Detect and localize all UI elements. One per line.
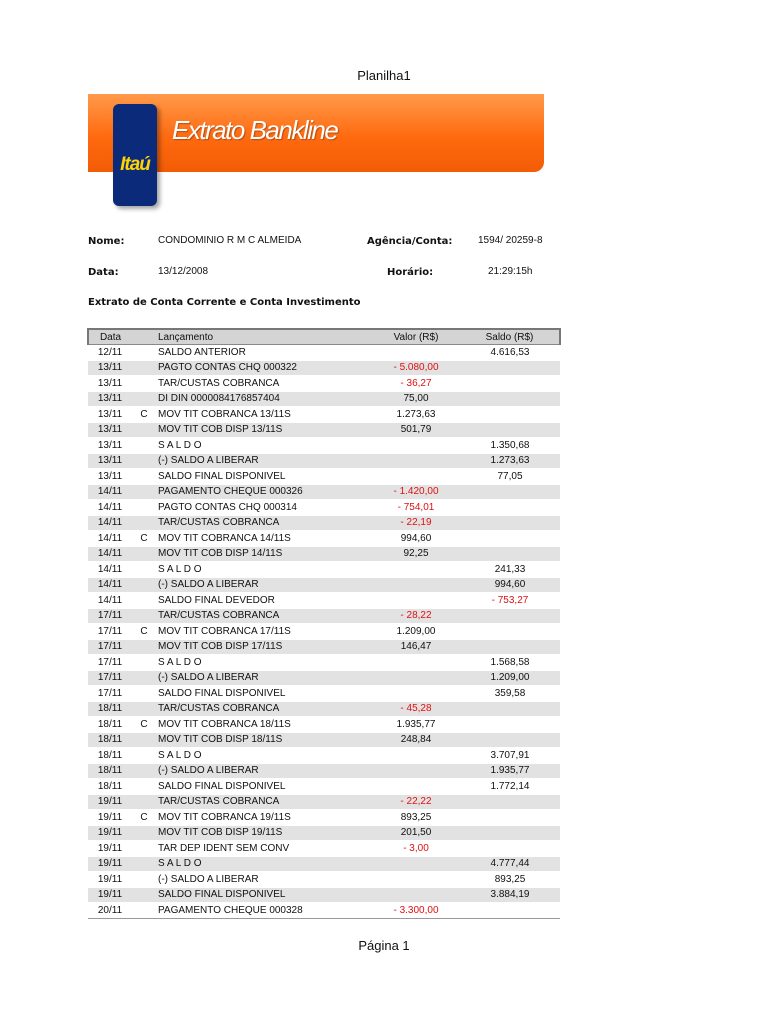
table-row [88, 407, 560, 423]
row-flag: C [132, 717, 156, 733]
row-value [372, 748, 460, 764]
statement-table [87, 328, 561, 919]
row-description: TAR/CUSTAS COBRANCA [156, 376, 372, 392]
header-balance: Saldo (R$) [460, 329, 560, 345]
row-description: PAGTO CONTAS CHQ 000322 [156, 360, 372, 376]
row-description: (-) SALDO A LIBERAR [156, 872, 372, 888]
row-balance [460, 810, 560, 826]
row-description: MOV TIT COBRANCA 13/11S [156, 407, 372, 423]
row-date: 14/11 [88, 484, 132, 500]
row-flag [132, 732, 156, 748]
row-value [372, 779, 460, 795]
row-balance: 893,25 [460, 872, 560, 888]
row-description: (-) SALDO A LIBERAR [156, 763, 372, 779]
row-date: 14/11 [88, 546, 132, 562]
row-flag [132, 484, 156, 500]
row-date: 14/11 [88, 500, 132, 516]
row-value: 893,25 [372, 810, 460, 826]
row-date: 13/11 [88, 469, 132, 485]
row-description: PAGAMENTO CHEQUE 000328 [156, 903, 372, 919]
row-balance [460, 701, 560, 717]
row-value [372, 763, 460, 779]
table-row [88, 748, 560, 764]
table-row [88, 639, 560, 655]
row-date: 17/11 [88, 670, 132, 686]
row-date: 12/11 [88, 345, 132, 361]
row-flag [132, 562, 156, 578]
table-row [88, 531, 560, 547]
row-balance [460, 484, 560, 500]
row-value: - 22,19 [372, 515, 460, 531]
row-date: 18/11 [88, 763, 132, 779]
table-body [88, 345, 560, 919]
row-date: 18/11 [88, 717, 132, 733]
row-description: TAR/CUSTAS COBRANCA [156, 515, 372, 531]
row-date: 19/11 [88, 825, 132, 841]
row-date: 19/11 [88, 794, 132, 810]
row-description: MOV TIT COB DISP 17/11S [156, 639, 372, 655]
row-flag [132, 856, 156, 872]
date-label: Data: [88, 267, 119, 278]
table-row [88, 903, 560, 919]
table-row [88, 360, 560, 376]
row-description: MOV TIT COB DISP 14/11S [156, 546, 372, 562]
row-flag: C [132, 624, 156, 640]
row-date: 17/11 [88, 608, 132, 624]
row-value [372, 577, 460, 593]
row-description: (-) SALDO A LIBERAR [156, 453, 372, 469]
row-date: 17/11 [88, 624, 132, 640]
table-row [88, 856, 560, 872]
row-balance: 77,05 [460, 469, 560, 485]
table-row [88, 546, 560, 562]
row-flag [132, 453, 156, 469]
row-description: MOV TIT COBRANCA 19/11S [156, 810, 372, 826]
account-label: Agência/Conta: [367, 236, 453, 247]
row-balance: 359,58 [460, 686, 560, 702]
row-balance [460, 639, 560, 655]
row-date: 17/11 [88, 639, 132, 655]
row-description: S A L D O [156, 562, 372, 578]
row-date: 17/11 [88, 655, 132, 671]
row-description: S A L D O [156, 748, 372, 764]
table-row [88, 422, 560, 438]
row-balance [460, 360, 560, 376]
row-value: - 45,28 [372, 701, 460, 717]
row-date: 19/11 [88, 810, 132, 826]
row-description: PAGTO CONTAS CHQ 000314 [156, 500, 372, 516]
row-value: 146,47 [372, 639, 460, 655]
table-row [88, 391, 560, 407]
row-date: 13/11 [88, 407, 132, 423]
row-date: 17/11 [88, 686, 132, 702]
row-description: SALDO FINAL DISPONIVEL [156, 887, 372, 903]
table-row [88, 593, 560, 609]
row-value: 501,79 [372, 422, 460, 438]
row-balance [460, 825, 560, 841]
row-flag [132, 779, 156, 795]
row-date: 14/11 [88, 562, 132, 578]
row-description: S A L D O [156, 856, 372, 872]
row-flag [132, 748, 156, 764]
row-date: 18/11 [88, 701, 132, 717]
table-row [88, 438, 560, 454]
row-value [372, 438, 460, 454]
table-row [88, 624, 560, 640]
row-date: 14/11 [88, 515, 132, 531]
row-balance [460, 376, 560, 392]
row-balance [460, 546, 560, 562]
table-row [88, 841, 560, 857]
row-flag [132, 887, 156, 903]
row-balance: 1.350,68 [460, 438, 560, 454]
header-description: Lançamento [156, 329, 372, 345]
time-label: Horário: [387, 267, 434, 278]
row-description: S A L D O [156, 655, 372, 671]
section-title: Extrato de Conta Corrente e Conta Investimento [88, 297, 361, 308]
row-balance [460, 841, 560, 857]
table-row [88, 779, 560, 795]
row-description: SALDO FINAL DISPONIVEL [156, 686, 372, 702]
page-footer: Página 1 [358, 938, 410, 953]
row-date: 14/11 [88, 531, 132, 547]
row-value [372, 887, 460, 903]
row-date: 13/11 [88, 360, 132, 376]
row-value: - 28,22 [372, 608, 460, 624]
row-description: MOV TIT COB DISP 13/11S [156, 422, 372, 438]
row-balance: 1.935,77 [460, 763, 560, 779]
row-balance: 1.273,63 [460, 453, 560, 469]
row-balance: 3.707,91 [460, 748, 560, 764]
row-flag [132, 345, 156, 361]
account-holder-name: CONDOMINIO R M C ALMEIDA [158, 235, 302, 246]
row-flag [132, 515, 156, 531]
header-date: Data [88, 329, 132, 345]
row-flag [132, 686, 156, 702]
row-value: 201,50 [372, 825, 460, 841]
row-balance: 1.209,00 [460, 670, 560, 686]
table-row [88, 794, 560, 810]
row-balance [460, 624, 560, 640]
row-balance: 3.884,19 [460, 887, 560, 903]
row-description: DI DIN 0000084176857404 [156, 391, 372, 407]
row-description: SALDO FINAL DISPONIVEL [156, 779, 372, 795]
row-balance: 4.777,44 [460, 856, 560, 872]
row-description: TAR DEP IDENT SEM CONV [156, 841, 372, 857]
row-description: MOV TIT COBRANCA 17/11S [156, 624, 372, 640]
row-value: - 22,22 [372, 794, 460, 810]
row-flag: C [132, 531, 156, 547]
row-description: SALDO ANTERIOR [156, 345, 372, 361]
row-flag [132, 577, 156, 593]
table-row [88, 763, 560, 779]
row-balance [460, 903, 560, 919]
row-flag [132, 903, 156, 919]
table-row [88, 453, 560, 469]
row-flag [132, 422, 156, 438]
bank-logo [113, 104, 157, 206]
row-value: - 1.420,00 [372, 484, 460, 500]
row-balance [460, 407, 560, 423]
row-date: 13/11 [88, 376, 132, 392]
row-value: 1.209,00 [372, 624, 460, 640]
row-description: MOV TIT COB DISP 19/11S [156, 825, 372, 841]
row-balance [460, 794, 560, 810]
table-row [88, 515, 560, 531]
row-value [372, 453, 460, 469]
table-row [88, 717, 560, 733]
header-value: Valor (R$) [372, 329, 460, 345]
row-value [372, 593, 460, 609]
table-row [88, 686, 560, 702]
row-value [372, 562, 460, 578]
row-date: 13/11 [88, 438, 132, 454]
row-flag [132, 391, 156, 407]
row-balance [460, 608, 560, 624]
row-flag [132, 701, 156, 717]
header-flag [132, 329, 156, 345]
row-description: PAGAMENTO CHEQUE 000326 [156, 484, 372, 500]
row-description: S A L D O [156, 438, 372, 454]
row-description: (-) SALDO A LIBERAR [156, 670, 372, 686]
row-date: 14/11 [88, 593, 132, 609]
table-row [88, 872, 560, 888]
table-header [88, 329, 560, 345]
row-flag [132, 841, 156, 857]
row-description: TAR/CUSTAS COBRANCA [156, 608, 372, 624]
row-flag [132, 546, 156, 562]
row-flag [132, 794, 156, 810]
row-flag: C [132, 810, 156, 826]
row-date: 13/11 [88, 422, 132, 438]
row-flag [132, 608, 156, 624]
row-date: 18/11 [88, 732, 132, 748]
row-description: (-) SALDO A LIBERAR [156, 577, 372, 593]
row-value [372, 655, 460, 671]
table-row [88, 608, 560, 624]
row-balance: 241,33 [460, 562, 560, 578]
row-value [372, 670, 460, 686]
row-value [372, 686, 460, 702]
table-row [88, 500, 560, 516]
row-description: TAR/CUSTAS COBRANCA [156, 794, 372, 810]
row-date: 13/11 [88, 391, 132, 407]
row-description: TAR/CUSTAS COBRANCA [156, 701, 372, 717]
row-value: 1.935,77 [372, 717, 460, 733]
row-flag: C [132, 407, 156, 423]
table-row [88, 469, 560, 485]
row-description: MOV TIT COBRANCA 18/11S [156, 717, 372, 733]
row-value: - 3,00 [372, 841, 460, 857]
table-row [88, 670, 560, 686]
table-row [88, 376, 560, 392]
row-balance: 1.568,58 [460, 655, 560, 671]
row-date: 19/11 [88, 841, 132, 857]
row-date: 19/11 [88, 887, 132, 903]
sheet-title: Planilha1 [357, 68, 411, 83]
row-description: SALDO FINAL DISPONIVEL [156, 469, 372, 485]
table-row [88, 732, 560, 748]
table-row [88, 825, 560, 841]
row-value: - 754,01 [372, 500, 460, 516]
row-value: 75,00 [372, 391, 460, 407]
row-date: 14/11 [88, 577, 132, 593]
row-value: - 36,27 [372, 376, 460, 392]
row-value: 1.273,63 [372, 407, 460, 423]
row-flag [132, 469, 156, 485]
row-value: 92,25 [372, 546, 460, 562]
row-description: MOV TIT COB DISP 18/11S [156, 732, 372, 748]
row-balance [460, 732, 560, 748]
row-value: - 5.080,00 [372, 360, 460, 376]
row-flag [132, 763, 156, 779]
row-flag [132, 438, 156, 454]
row-balance: - 753,27 [460, 593, 560, 609]
table-row [88, 562, 560, 578]
row-value [372, 856, 460, 872]
row-value [372, 872, 460, 888]
row-date: 19/11 [88, 872, 132, 888]
row-balance: 4.616,53 [460, 345, 560, 361]
row-balance [460, 515, 560, 531]
table-row [88, 887, 560, 903]
row-balance [460, 391, 560, 407]
row-balance [460, 717, 560, 733]
row-flag [132, 639, 156, 655]
row-flag [132, 825, 156, 841]
row-balance: 1.772,14 [460, 779, 560, 795]
table-row [88, 701, 560, 717]
row-date: 19/11 [88, 856, 132, 872]
row-value [372, 469, 460, 485]
row-balance [460, 422, 560, 438]
table-row [88, 577, 560, 593]
row-flag [132, 376, 156, 392]
row-flag [132, 500, 156, 516]
logo-text: Itaú [120, 154, 150, 175]
table-row [88, 484, 560, 500]
statement-date: 13/12/2008 [158, 266, 209, 277]
row-date: 18/11 [88, 779, 132, 795]
table-row [88, 810, 560, 826]
row-value: 248,84 [372, 732, 460, 748]
row-balance: 994,60 [460, 577, 560, 593]
row-balance [460, 500, 560, 516]
row-flag [132, 872, 156, 888]
row-description: MOV TIT COBRANCA 14/11S [156, 531, 372, 547]
row-date: 20/11 [88, 903, 132, 919]
account-number: 1594/ 20259-8 [478, 235, 543, 246]
statement-time: 21:29:15h [488, 266, 533, 277]
banner-title: Extrato Bankline [172, 115, 338, 145]
table-row [88, 345, 560, 361]
row-balance [460, 531, 560, 547]
row-description: SALDO FINAL DEVEDOR [156, 593, 372, 609]
row-value: - 3.300,00 [372, 903, 460, 919]
row-date: 18/11 [88, 748, 132, 764]
name-label: Nome: [88, 236, 125, 247]
row-flag [132, 593, 156, 609]
row-flag [132, 360, 156, 376]
row-date: 13/11 [88, 453, 132, 469]
table-row [88, 655, 560, 671]
row-value [372, 345, 460, 361]
row-flag [132, 655, 156, 671]
row-value: 994,60 [372, 531, 460, 547]
row-flag [132, 670, 156, 686]
